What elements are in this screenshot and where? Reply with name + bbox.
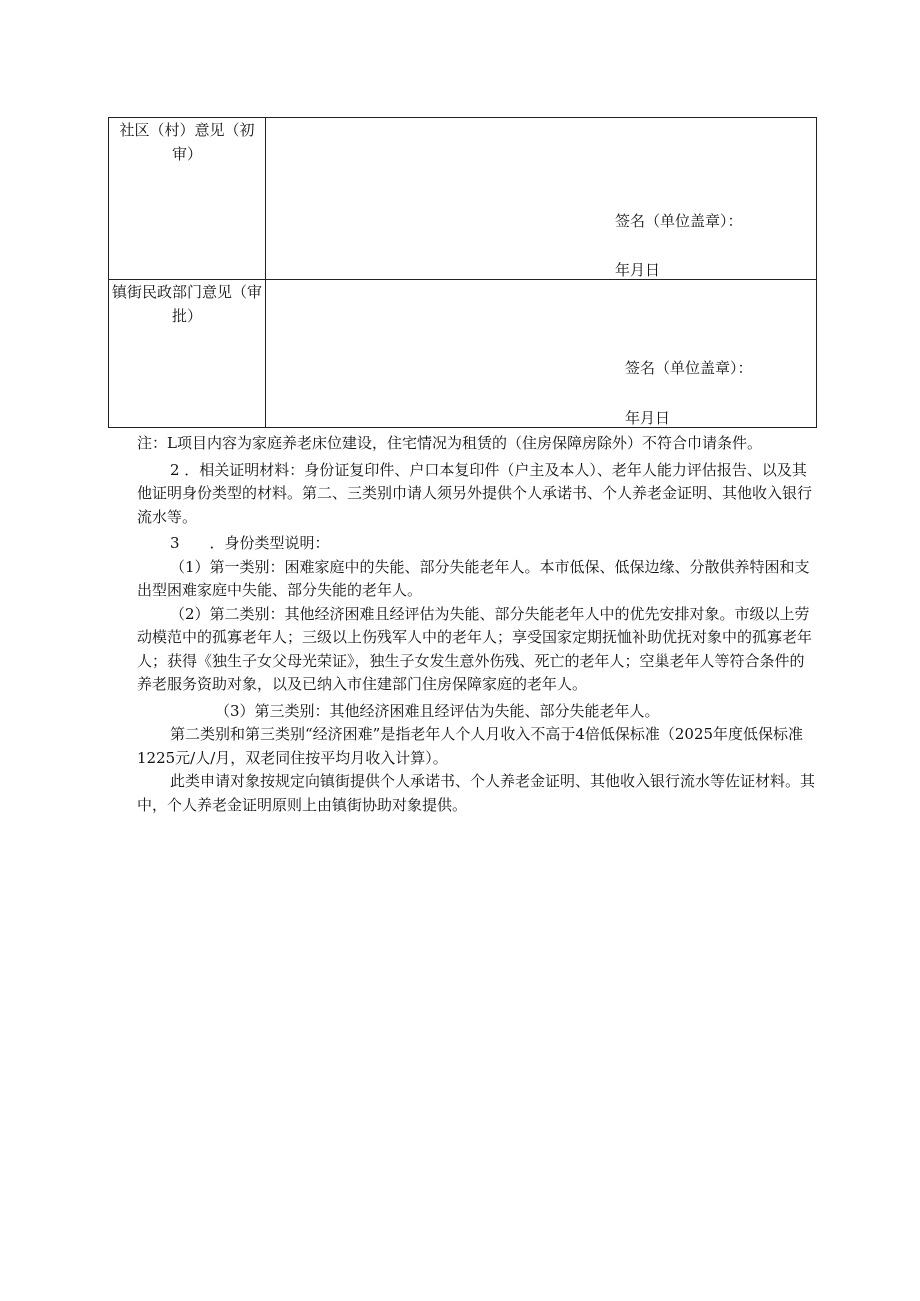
category-3: （3）第三类别：其他经济困难且经评估为失能、部分失能老年人。 — [215, 701, 660, 720]
civil-affairs-opinion-cell — [266, 280, 817, 428]
notes-section — [137, 432, 817, 817]
category-2: （2）第二类别：其他经济困难且经评估为失能、部分失能老年人中的优先安排对象。市级以上劳动模范中的孤寡老年人；三级以上伤残军人中的老年人；享受国家定期抚恤补助优抚对象中的孤寡老年人；获得《独生子女父母光荣证》，独生子女发生意外伤残、死亡的老年人；空巢老年人等符合条件的养老服务资助对象，以及已纳入市住建部门住房保障家庭的老年人。 — [137, 604, 813, 693]
date-line: 年月日 — [625, 409, 671, 427]
table-row-community — [109, 118, 817, 280]
note-1: 注：L项目内容为家庭养老床位建设，住宅情况为租赁的（住房保障房除外）不符合巾请条件。 — [137, 434, 762, 452]
category-1: （1）第一类别：困难家庭中的失能、部分失能老年人。本市低保、低保边缘、分散供养特困和支出型困难家庭中失能、部分失能的老年人。 — [137, 557, 810, 599]
community-opinion-label: 社区（村）意见（初审） — [109, 118, 266, 280]
signature-line: 签名（单位盖章）： — [625, 359, 753, 377]
note-3: 3 ．身份类型说明： — [170, 534, 330, 552]
approval-table — [108, 117, 817, 428]
note-2: 2 ．相关证明材料：身份证复印件、户口本复印件（户主及本人）、老年人能力评估报告、以及其他证明身份类型的材料。第二、三类别巾请人须另外提供个人承诺书、个人养老金证明、其他收入银行流水等。 — [137, 460, 813, 526]
table-row-civil-affairs — [109, 280, 817, 428]
community-opinion-cell — [266, 118, 817, 280]
date-line: 年月日 — [615, 261, 661, 279]
signature-line: 签名（单位盖章）： — [615, 212, 743, 230]
economic-hardship-note: 第二类别和第三类别“经济困难”是指老年人个人月收入不高于4倍低保标准（2025年度低保标准1225元/人/月，双老同住按平均月收入计算）。 — [137, 725, 804, 767]
supporting-materials-note: 此类申请对象按规定向镇街提供个人承诺书、个人养老金证明、其他收入银行流水等佐证材料。其中，个人养老金证明原则上由镇街协助对象提供。 — [137, 772, 816, 814]
civil-affairs-opinion-label: 镇街民政部门意见（审批） — [109, 280, 266, 428]
